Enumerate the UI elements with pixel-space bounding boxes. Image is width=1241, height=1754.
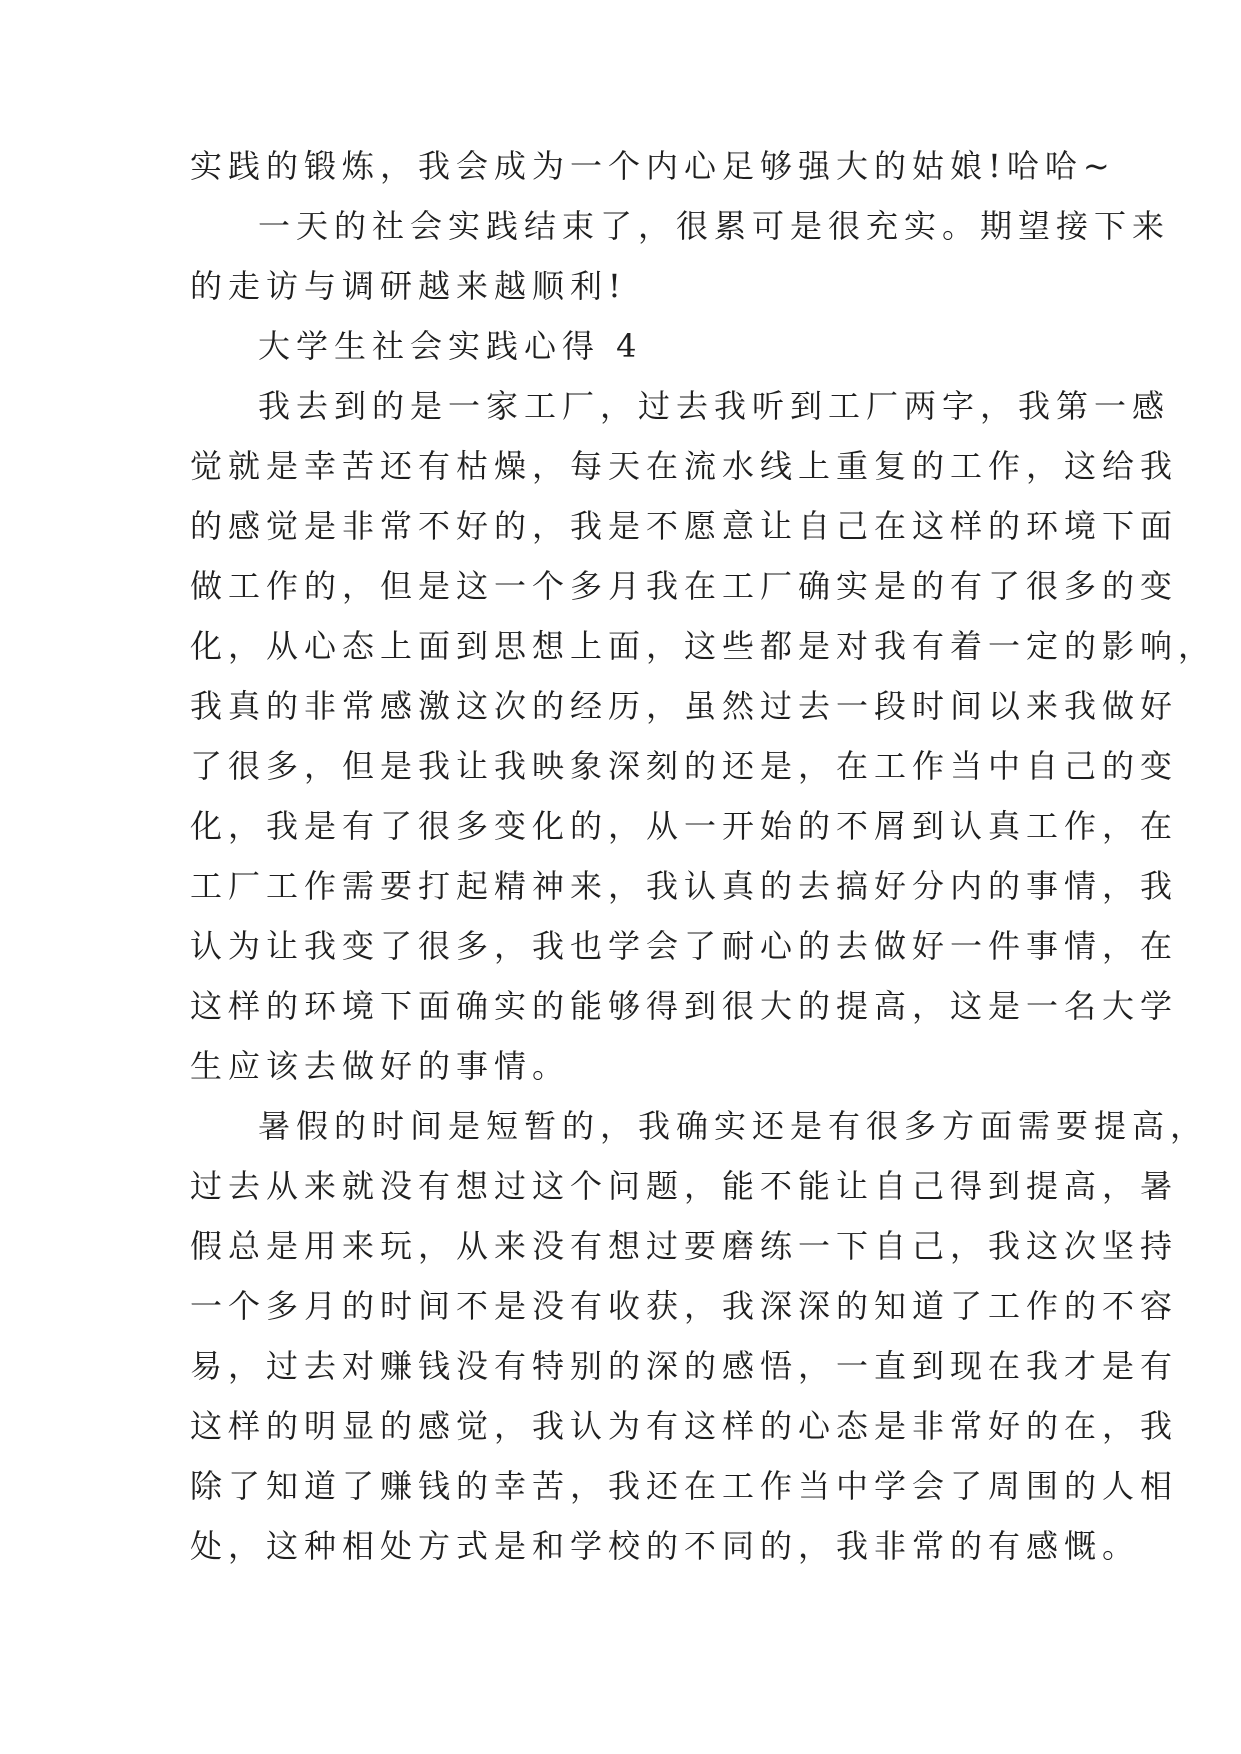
- text-line: 易，过去对赚钱没有特别的深的感悟，一直到现在我才是有: [190, 1347, 1179, 1385]
- text-line: 的感觉是非常不好的，我是不愿意让自己在这样的环境下面: [190, 507, 1179, 545]
- text-line: 除了知道了赚钱的幸苦，我还在工作当中学会了周围的人相: [190, 1467, 1179, 1505]
- text-line: 生应该去做好的事情。: [190, 1047, 571, 1085]
- text-line: 认为让我变了很多，我也学会了耐心的去做好一件事情，在: [190, 927, 1179, 965]
- text-line: 假总是用来玩，从来没有想过要磨练一下自己，我这次坚持: [190, 1227, 1179, 1265]
- text-line: 化，我是有了很多变化的，从一开始的不屑到认真工作，在: [190, 807, 1179, 845]
- text-line: 做工作的，但是这一个多月我在工厂确实是的有了很多的变: [190, 567, 1179, 605]
- text-line: 化，从心态上面到思想上面，这些都是对我有着一定的影响，: [190, 627, 1217, 665]
- section-heading: 大学生社会实践心得 4: [258, 327, 643, 365]
- text-line: 的走访与调研越来越顺利!: [190, 267, 627, 305]
- document-body: [190, 136, 1217, 1576]
- text-line: 一天的社会实践结束了，很累可是很充实。期望接下来: [258, 207, 1171, 245]
- text-line: 工厂工作需要打起精神来，我认真的去搞好分内的事情，我: [190, 867, 1179, 905]
- text-line: 一个多月的时间不是没有收获，我深深的知道了工作的不容: [190, 1287, 1179, 1325]
- text-line: 我真的非常感激这次的经历，虽然过去一段时间以来我做好: [190, 687, 1179, 725]
- text-line: 处，这种相处方式是和学校的不同的，我非常的有感慨。: [190, 1527, 1141, 1565]
- text-line: 觉就是幸苦还有枯燥，每天在流水线上重复的工作，这给我: [190, 447, 1179, 485]
- text-line: 这样的环境下面确实的能够得到很大的提高，这是一名大学: [190, 987, 1179, 1025]
- text-line: 暑假的时间是短暂的，我确实还是有很多方面需要提高，: [258, 1107, 1209, 1145]
- text-line: 了很多，但是我让我映象深刻的还是，在工作当中自己的变: [190, 747, 1179, 785]
- text-line: 我去到的是一家工厂，过去我听到工厂两字，我第一感: [258, 387, 1171, 425]
- text-line: 过去从来就没有想过这个问题，能不能让自己得到提高，暑: [190, 1167, 1179, 1205]
- text-line: 实践的锻炼，我会成为一个内心足够强大的姑娘!哈哈~: [190, 147, 1116, 185]
- text-line: 这样的明显的感觉，我认为有这样的心态是非常好的在，我: [190, 1407, 1179, 1445]
